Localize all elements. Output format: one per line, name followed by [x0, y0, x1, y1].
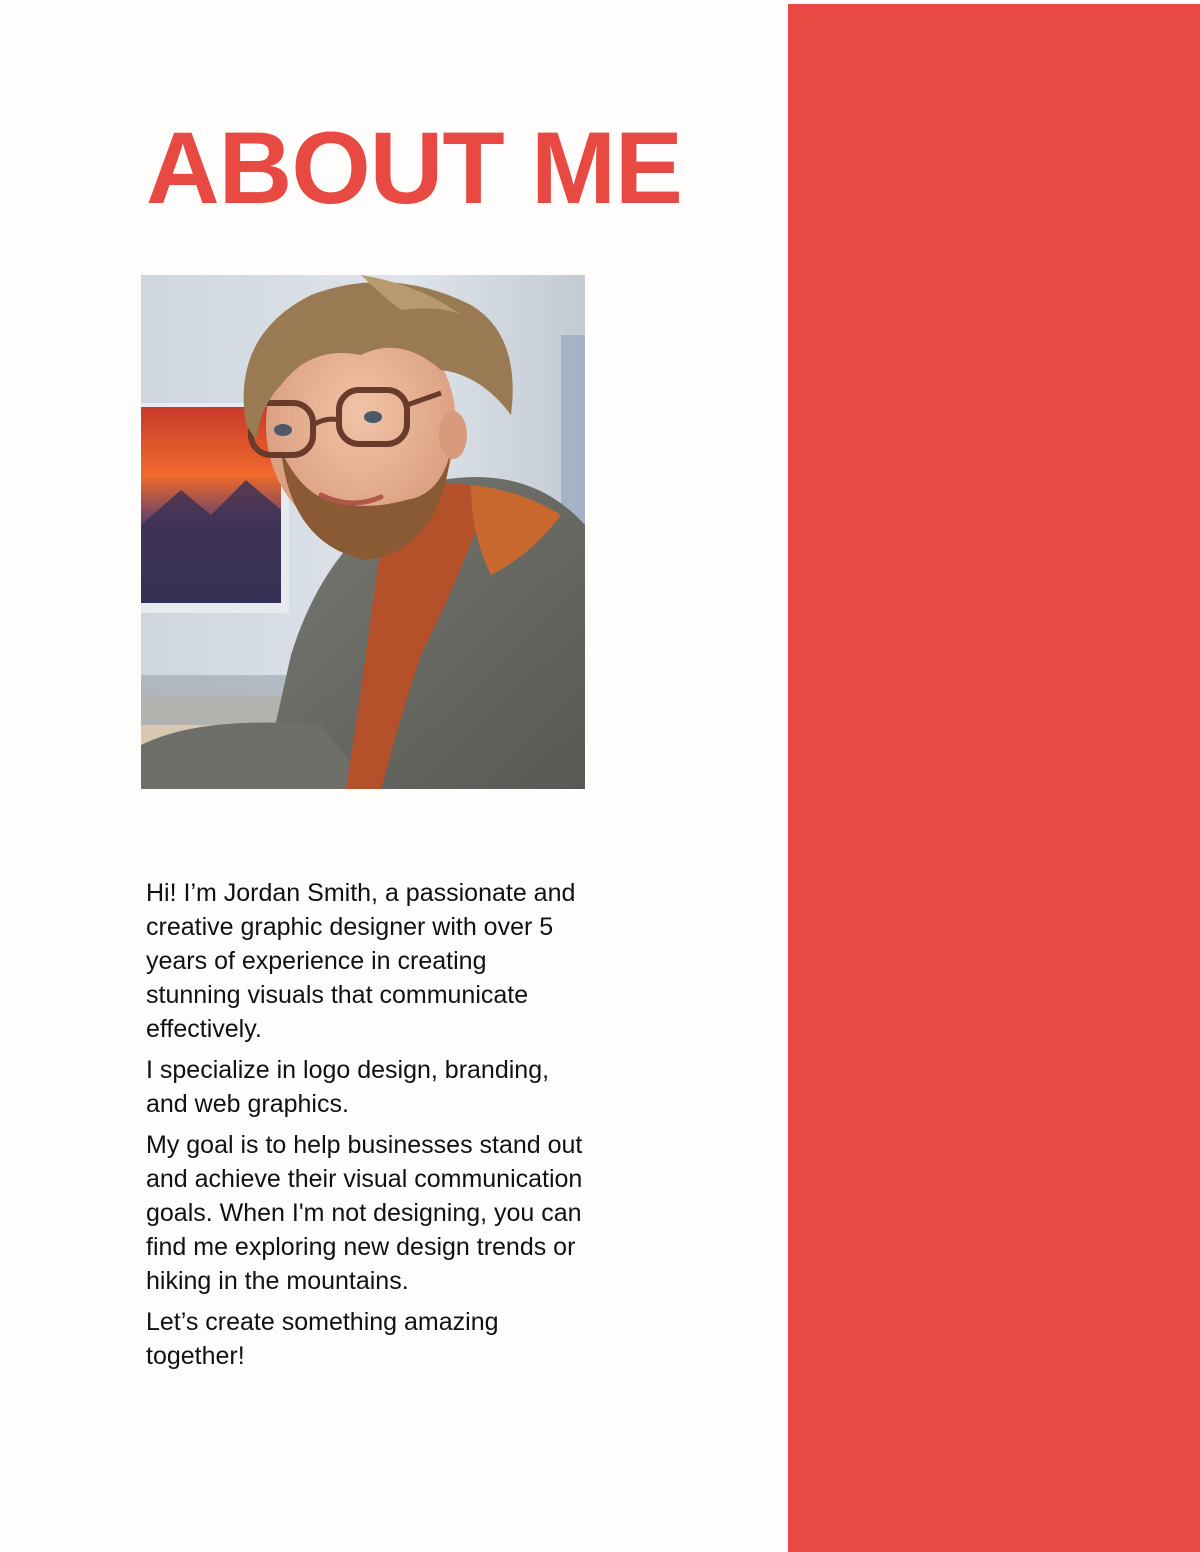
bio-paragraph-goals: My goal is to help businesses stand out and achieve their visual communication goals. When I'm not designing, you can find me exploring new design trends or hiking in the mountains.	[146, 1131, 583, 1295]
bio-paragraph-specialties: I specialize in logo design, branding, and web graphics.	[146, 1056, 550, 1118]
bio-paragraph-closing: Let’s create something amazing together!	[146, 1308, 499, 1370]
bio-text	[146, 876, 586, 1380]
bio-paragraph-intro: Hi! I’m Jordan Smith, a passionate and creative graphic designer with over 5 years of experience in creating stunning visuals that communicate effectively.	[146, 879, 576, 1043]
accent-side-panel	[788, 4, 1200, 1552]
portrait-photo	[141, 275, 585, 789]
page-title: ABOUT ME	[146, 111, 682, 225]
portrait-photo-icon	[141, 275, 585, 789]
